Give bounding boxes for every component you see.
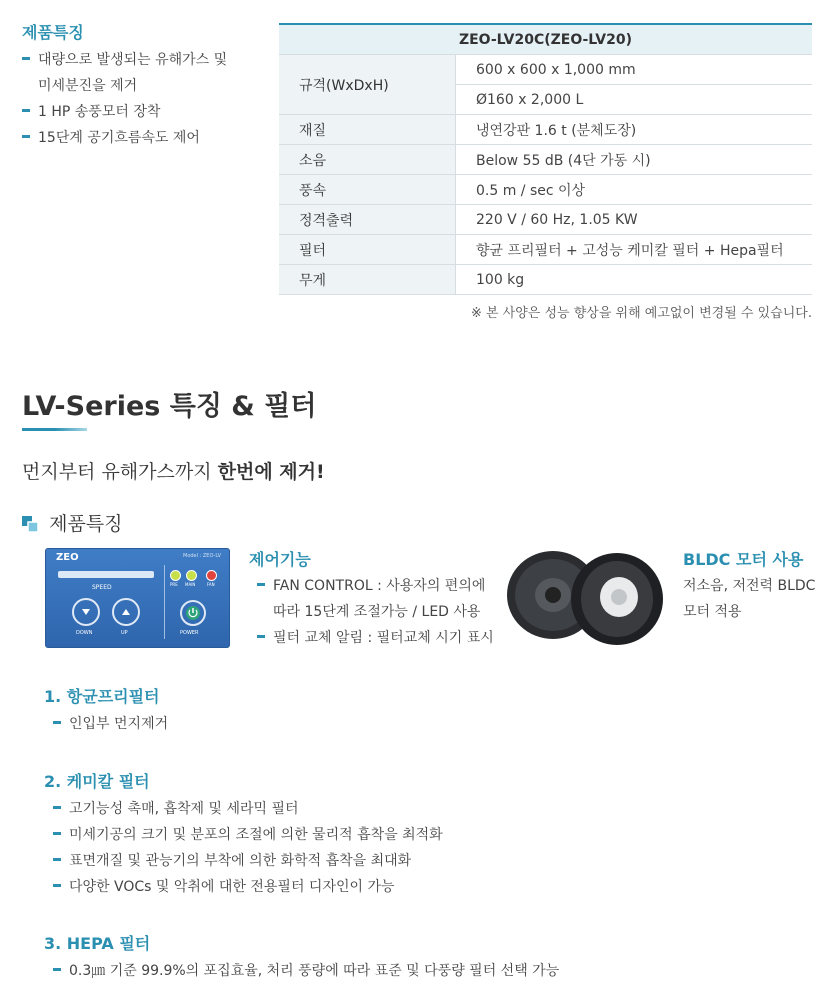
tagline: 먼지부터 유해가스까지 한번에 제거! — [22, 461, 325, 483]
feature-heading-label: 제품특징 — [49, 513, 123, 535]
list-item: 따라 15단계 조절가능 / LED 사용 — [273, 604, 481, 620]
power-icon — [180, 600, 206, 626]
list-item: 고기능성 촉매, 흡착제 및 세라믹 필터 — [53, 796, 443, 822]
control-title: 제어기능 — [249, 550, 311, 569]
up-button-icon — [112, 598, 140, 626]
panel-logo: ZEO — [56, 552, 79, 563]
bldc-motor-image — [505, 545, 665, 649]
list-item: 대량으로 발생되는 유해가스 및 — [22, 47, 227, 73]
spec-key: 필터 — [279, 235, 456, 265]
spec-key: 재질 — [279, 115, 456, 145]
filter-list — [53, 711, 168, 737]
bldc-line: 저소음, 저전력 BLDC — [683, 578, 816, 594]
filter-list — [53, 958, 559, 984]
table-row — [279, 175, 812, 205]
title-underline — [22, 428, 87, 431]
spec-note: ※ 본 사양은 성능 향상을 위해 예고없이 변경될 수 있습니다. — [470, 306, 812, 321]
spec-table — [279, 23, 812, 295]
main-led-icon — [186, 570, 197, 581]
list-item: 1 HP 송풍모터 장착 — [22, 99, 227, 125]
bldc-desc — [683, 573, 815, 625]
list-item: 0.3㎛ 기준 99.9%의 포집효율, 처리 풍량에 따라 표준 및 다풍량 필터 선택 가능 — [53, 958, 559, 984]
pre-led-icon — [170, 570, 181, 581]
list-item: FAN CONTROL : 사용자의 편의에 — [257, 573, 494, 599]
feature-heading — [22, 509, 123, 536]
list-item: 미세기공의 크기 및 분포의 조절에 의한 물리적 흡착을 최적화 — [53, 822, 443, 848]
spec-key: 소음 — [279, 145, 456, 175]
down-label: DOWN — [76, 630, 93, 636]
panel-divider — [164, 565, 165, 639]
table-row — [279, 205, 812, 235]
spec-value: 향균 프리필터 + 고성능 케미칼 필터 + Hepa필터 — [456, 235, 813, 265]
fan-label: FAN — [207, 582, 215, 587]
down-button-icon — [72, 598, 100, 626]
section-title: LV-Series 특징 & 필터 — [22, 391, 317, 422]
list-item: 다양한 VOCs 및 악취에 대한 전용필터 디자인이 가능 — [53, 874, 443, 900]
control-list — [257, 573, 494, 651]
pre-label: PRE — [170, 582, 178, 587]
table-row — [279, 235, 812, 265]
list-item: 표면개질 및 관능기의 부착에 의한 화학적 흡착을 최대화 — [53, 848, 443, 874]
main-label: MAIN — [185, 582, 196, 587]
bldc-line: 모터 적용 — [683, 604, 742, 620]
table-row — [279, 55, 812, 85]
spec-value: 0.5 m / sec 이상 — [456, 175, 813, 205]
table-row — [279, 145, 812, 175]
table-row — [279, 115, 812, 145]
list-item: 인입부 먼지제거 — [53, 711, 168, 737]
filter-title: 2. 케미칼 필터 — [44, 772, 150, 791]
speed-bar — [58, 571, 154, 578]
spec-value: 220 V / 60 Hz, 1.05 KW — [456, 205, 813, 235]
model-header: ZEO-LV20C(ZEO-LV20) — [279, 24, 812, 55]
control-panel-image — [45, 548, 230, 648]
spec-value: Ø160 x 2,000 L — [456, 85, 813, 115]
speed-label: SPEED — [92, 584, 112, 591]
list-item: 필터 교체 알림 : 필터교체 시기 표시 — [257, 625, 494, 651]
power-label: POWER — [180, 630, 199, 636]
feature-icon — [22, 516, 38, 532]
list-item: 15단계 공기흐름속도 제어 — [22, 125, 227, 151]
filter-title: 3. HEPA 필터 — [44, 934, 151, 953]
spec-value: 600 x 600 x 1,000 mm — [456, 55, 813, 85]
table-row — [279, 265, 812, 295]
fan-led-icon — [206, 570, 217, 581]
list-item: 미세분진을 제거 — [38, 78, 138, 94]
up-label: UP — [121, 630, 128, 636]
features-list — [22, 47, 227, 151]
features-title: 제품특징 — [22, 23, 84, 42]
filter-list — [53, 796, 443, 900]
spec-key: 풍속 — [279, 175, 456, 205]
table-row — [279, 24, 812, 55]
spec-key: 정격출력 — [279, 205, 456, 235]
filter-title: 1. 항균프리필터 — [44, 687, 160, 706]
spec-key: 무게 — [279, 265, 456, 295]
panel-model: Model : ZEO-LV — [183, 553, 221, 559]
spec-value: 100 kg — [456, 265, 813, 295]
spec-value: Below 55 dB (4단 가동 시) — [456, 145, 813, 175]
spec-key: 규격(WxDxH) — [279, 55, 456, 115]
bldc-title: BLDC 모터 사용 — [683, 550, 804, 569]
spec-value: 냉연강판 1.6 t (분체도장) — [456, 115, 813, 145]
